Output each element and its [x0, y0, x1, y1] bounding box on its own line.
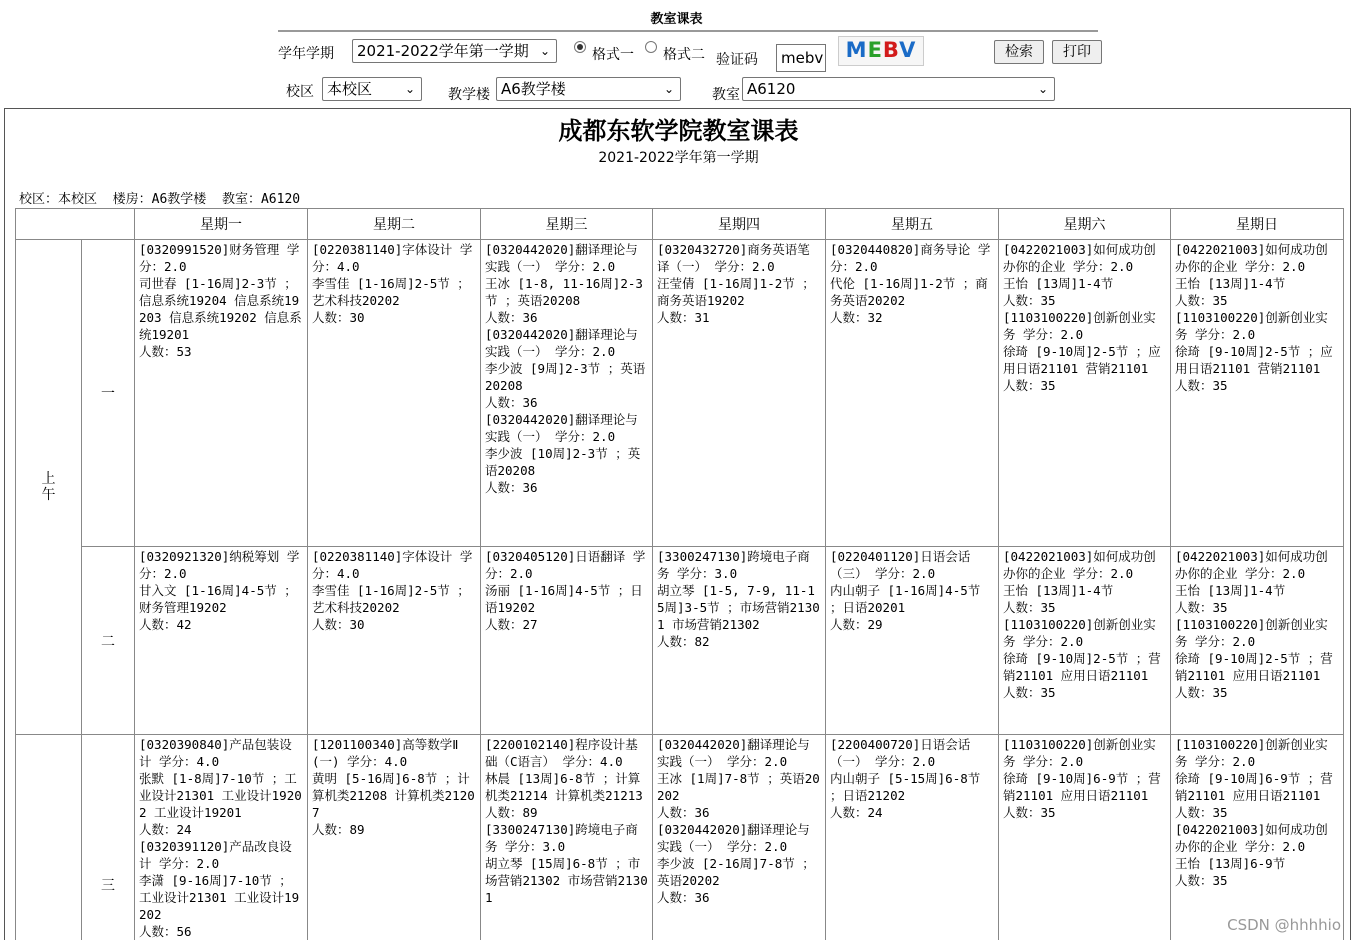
day-header: 星期一 [135, 209, 308, 240]
schedule-cell: [0320440820]商务导论 学分：2.0 代伦 [1-16周]1-2节 ；商务英语20202 人数：32 [830, 242, 991, 325]
header-row [16, 209, 1344, 240]
format2-radio[interactable] [645, 41, 657, 53]
report-info: 校区：本校区 楼房：A6教学楼 教室：A6120 [19, 192, 301, 207]
schedule-cell: [0220381140]字体设计 学分：4.0 李雪佳 [1-16周]2-5节 ；艺术科技20202 人数：30 [312, 549, 473, 632]
corner-cell [16, 209, 135, 240]
schedule-cell: [0320442020]翻译理论与实践（一） 学分：2.0 王冰 [1周]7-8节 ；英语20202 人数：36 [0320442020]翻译理论与实践（一） 学分：2.0 李少波 [2-16周]7-8节 ；英语20202 人数：36 [657, 737, 820, 905]
term-label: 学年学期 [278, 46, 334, 62]
campus-select-value: 本校区 [327, 80, 373, 98]
schedule-cell: [0320921320]纳税筹划 学分：2.0 甘入文 [1-16周]4-5节 ；财务管理19202 人数：42 [139, 549, 300, 632]
period-label: 三 [82, 735, 135, 940]
format2-label: 格式二 [663, 47, 705, 63]
building-label: 教学楼 [448, 87, 490, 103]
schedule-cell: [2200102140]程序设计基础（C语言） 学分：4.0 林晨 [13周]6-8节 ；计算机类21214 计算机类21213 人数：89 [3300247130]跨境电子商务 学分：3.0 胡立琴 [15周]6-8节 ；市场营销21302 市场营销21301 [485, 737, 648, 905]
schedule-cell: [0422021003]如何成功创办你的企业 学分：2.0 王怡 [13周]1-4节 人数：35 [1103100220]创新创业实务 学分：2.0 徐琦 [9-10周]2-5节 ；应用日语21101 营销21101 人数：35 [1003, 242, 1161, 393]
chevron-down-icon: ⌄ [663, 82, 674, 96]
chevron-down-icon: ⌄ [539, 44, 550, 58]
day-header: 星期四 [653, 209, 826, 240]
chevron-down-icon: ⌄ [404, 82, 415, 96]
chevron-down-icon: ⌄ [1037, 82, 1048, 96]
period-label: 一 [82, 240, 135, 547]
room-label: 教室 [712, 87, 740, 103]
am-label: 上 午 [16, 240, 82, 735]
schedule-cell: [0220381140]字体设计 学分：4.0 李雪佳 [1-16周]2-5节 ；艺术科技20202 人数：30 [312, 242, 473, 325]
captcha-char: V [899, 38, 917, 62]
term-select[interactable] [352, 39, 557, 63]
building-select[interactable] [496, 77, 681, 101]
room-select-value: A6120 [747, 80, 796, 98]
schedule-cell: [2200400720]日语会话（一） 学分：2.0 内山朝子 [5-15周]6-8节 ；日语21202 人数：24 [830, 737, 981, 820]
day-header: 星期六 [999, 209, 1171, 240]
watermark: CSDN @hhhhio [1227, 916, 1341, 934]
page-heading: 教室课表 [650, 12, 703, 27]
schedule-cell: [1103100220]创新创业实务 学分：2.0 徐琦 [9-10周]6-9节 ；营销21101 应用日语21101 人数：35 [1003, 737, 1161, 820]
schedule-cell: [0422021003]如何成功创办你的企业 学分：2.0 王怡 [13周]1-4节 人数：35 [1103100220]创新创业实务 学分：2.0 徐琦 [9-10周]2-5节 ；营销21101 应用日语21101 人数：35 [1003, 549, 1161, 700]
top-rule [278, 30, 1098, 32]
schedule-cell: [0320991520]财务管理 学分：2.0 司世春 [1-16周]2-3节 ；信息系统19204 信息系统19203 信息系统19202 信息系统19201 人数：53 [139, 242, 302, 359]
day-header: 星期三 [481, 209, 653, 240]
table-row [16, 735, 1344, 940]
format1-radio[interactable] [574, 41, 586, 53]
pm-cell [16, 735, 82, 940]
search-button[interactable]: 检索 [994, 40, 1044, 64]
room-select[interactable] [742, 77, 1055, 101]
captcha-char: M [845, 38, 868, 62]
print-button[interactable]: 打印 [1052, 40, 1102, 64]
schedule-cell: [0320432720]商务英语笔译（一） 学分：2.0 汪莹倩 [1-16周]1-2节 ；商务英语19202 人数：31 [657, 242, 815, 325]
table-row [16, 547, 1344, 735]
schedule-cell: [0320405120]日语翻译 学分：2.0 汤丽 [1-16周]4-5节 ；日语19202 人数：27 [485, 549, 646, 632]
captcha-input[interactable]: mebv [776, 44, 826, 72]
report-term: 2021-2022学年第一学期 [598, 150, 759, 166]
building-select-value: A6教学楼 [501, 80, 566, 98]
captcha-label: 验证码 [716, 52, 758, 68]
period-label: 二 [82, 547, 135, 735]
day-header: 星期五 [826, 209, 999, 240]
schedule-cell: [0320390840]产品包装设计 学分：4.0 张默 [1-8周]7-10节 ；工业设计21301 工业设计19202 工业设计19201 人数：24 [0320391120]产品改良设计 学分：2.0 李潇 [9-16周]7-10节 ；工业设计21301 工业设计19202 人数：56 [139, 737, 302, 939]
day-header: 星期二 [308, 209, 481, 240]
captcha-char: E [867, 38, 883, 62]
report-title: 成都东软学院教室课表 [558, 116, 799, 145]
schedule-cell: [3300247130]跨境电子商务 学分：3.0 胡立琴 [1-5, 7-9, 11-15周]3-5节 ；市场营销21301 市场营销21302 人数：82 [657, 549, 820, 649]
schedule-cell: [0220401120]日语会话（三） 学分：2.0 内山朝子 [1-16周]4-5节 ；日语20201 人数：29 [830, 549, 981, 632]
campus-select[interactable] [322, 77, 422, 101]
captcha-image[interactable] [838, 36, 924, 66]
report-frame [4, 108, 1351, 940]
schedule-table [15, 208, 1344, 940]
schedule-cell: [0320442020]翻译理论与实践（一） 学分：2.0 王冰 [1-8, 11-16周]2-3节 ；英语20208 人数：36 [0320442020]翻译理论与实践（一） 学分：2.0 李少波 [9周]2-3节 ；英语20208 人数：36 [0320442020]翻译理论与实践（一） 学分：2.0 李少波 [10周]2-3节 ；英语20208 人数：36 [485, 242, 646, 495]
table-row [16, 240, 1344, 547]
captcha-char: B [882, 38, 900, 62]
schedule-cell: [1103100220]创新创业实务 学分：2.0 徐琦 [9-10周]6-9节 ；营销21101 应用日语21101 人数：35 [0422021003]如何成功创办你的企业 学分：2.0 王怡 [13周]6-9节 人数：35 [1175, 737, 1333, 888]
format1-label: 格式一 [592, 47, 634, 63]
day-header: 星期日 [1171, 209, 1344, 240]
schedule-cell: [0422021003]如何成功创办你的企业 学分：2.0 王怡 [13周]1-4节 人数：35 [1103100220]创新创业实务 学分：2.0 徐琦 [9-10周]2-5节 ；应用日语21101 营销21101 人数：35 [1175, 242, 1333, 393]
schedule-cell: [0422021003]如何成功创办你的企业 学分：2.0 王怡 [13周]1-4节 人数：35 [1103100220]创新创业实务 学分：2.0 徐琦 [9-10周]2-5节 ；营销21101 应用日语21101 人数：35 [1175, 549, 1333, 700]
campus-label: 校区 [286, 84, 314, 100]
schedule-cell: [1201100340]高等数学Ⅱ(一) 学分：4.0 黄明 [5-16周]6-8节 ；计算机类21208 计算机类21207 人数：89 [312, 737, 475, 837]
term-select-value: 2021-2022学年第一学期 [357, 42, 529, 60]
